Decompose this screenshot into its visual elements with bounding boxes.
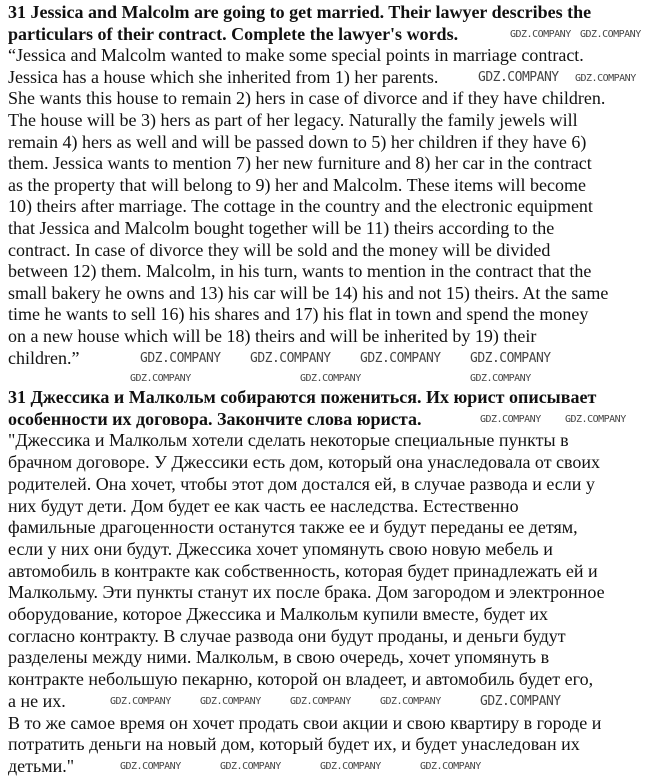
russian-line: них будут дети. Дом будет ее как часть ее наследства. Естественно: [8, 495, 519, 516]
english-line: 10) theirs after marriage. The cottage in the country and the electronic equipment: [8, 196, 593, 217]
watermark: GDZ.COMPANY: [250, 351, 331, 366]
watermark: GDZ.COMPANY: [470, 373, 531, 384]
russian-line: контракте небольшую пекарню, которой он владеет, и автомобиль будет его,: [8, 669, 594, 690]
russian-line: родителей. Она хочет, чтобы этот дом достался ей, в случае развода и если у: [8, 473, 595, 494]
russian-line: "Джессика и Малкольм хотели сделать некоторые специальные пункты в: [8, 430, 569, 451]
russian-line: Малкольму. Эти пункты станут их после брака. Дом загородом и электронное: [8, 582, 605, 603]
watermark: GDZ.COMPANY: [470, 351, 551, 366]
watermark: GDZ.COMPANY: [200, 696, 261, 707]
watermark: GDZ.COMPANY: [140, 351, 221, 366]
watermark: GDZ.COMPANY: [380, 696, 441, 707]
watermark: GDZ.COMPANY: [110, 696, 171, 707]
english-line: on a new house which will be 18) theirs and will be inherited by 19) their: [8, 325, 537, 346]
russian-section: [8, 387, 605, 778]
english-line: “Jessica and Malcolm wanted to make some special points in marriage contract.: [8, 45, 584, 66]
watermark: GDZ.COMPANY: [420, 761, 481, 772]
watermark: GDZ.COMPANY: [510, 29, 571, 40]
russian-title-line: 31 Джессика и Малкольм собираются пожениться. Их юрист описывает: [8, 387, 597, 407]
watermark: GDZ.COMPANY: [220, 761, 281, 772]
watermark: GDZ.COMPANY: [575, 73, 636, 84]
russian-title-line: особенности их договора. Закончите слова юриста.: [8, 408, 422, 429]
watermark: GDZ.COMPANY: [565, 414, 626, 425]
russian-line: оборудование, которое Джессика и Малкольм купили вместе, будет их: [8, 604, 549, 625]
russian-line: автомобиль в контракте как собственность, которая будет принадлежать ей и: [8, 560, 598, 581]
english-line: Jessica has a house which she inherited from 1) her parents.: [8, 66, 439, 87]
english-line: remain 4) hers as well and will be passed down to 5) her children if they have 6): [8, 131, 587, 152]
watermark: GDZ.COMPANY: [480, 414, 541, 425]
russian-line: В то же самое время он хочет продать свои акции и свою квартиру в городе и: [8, 712, 602, 733]
english-line: time he wants to sell 16) his shares and 17) his flat in town and spend the money: [8, 304, 589, 325]
watermark: GDZ.COMPANY: [478, 70, 559, 85]
english-title-line: particulars of their contract. Complete the lawyer's words.: [8, 23, 459, 44]
watermark: GDZ.COMPANY: [120, 761, 181, 772]
russian-line: фамильные драгоценности останутся также ее и будут переданы ее детям,: [8, 517, 578, 538]
english-line: them. Jessica wants to mention 7) her new furniture and 8) her car in the contract: [8, 153, 592, 174]
english-title-line: 31 Jessica and Malcolm are going to get married. Their lawyer describes the: [8, 2, 592, 22]
russian-line: если у них они будут. Джессика хочет упомянуть свою новую мебель и: [8, 538, 553, 559]
russian-line: потратить деньги на новый дом, который будет их, и будет унаследован их: [8, 734, 580, 755]
watermark: GDZ.COMPANY: [130, 373, 191, 384]
english-line: that Jessica and Malcolm bought together will be 11) theirs according to the: [8, 217, 555, 238]
russian-line: детьми.": [8, 755, 75, 776]
english-line: She wants this house to remain 2) hers in case of divorce and if they have children.: [8, 88, 606, 109]
english-line: contract. In case of divorce they will be sold and the money will be divided: [8, 239, 551, 260]
watermark: GDZ.COMPANY: [480, 694, 561, 709]
english-line: The house will be 3) hers as part of her legacy. Naturally the family jewels will: [8, 109, 578, 130]
english-line: between 12) them. Malcolm, in his turn, wants to mention in the contract that the: [8, 261, 592, 282]
russian-line: брачном договоре. У Джессики есть дом, который она унаследовала от своих: [8, 452, 601, 473]
english-line: children.”: [8, 347, 80, 368]
english-line: small bakery he owns and 13) his car will be 14) his and not 15) theirs. At the same: [8, 282, 609, 303]
english-section: [8, 2, 608, 369]
watermark: GDZ.COMPANY: [290, 696, 351, 707]
watermark: GDZ.COMPANY: [360, 351, 441, 366]
russian-line: согласно контракту. В случае развода они будут проданы, и деньги будут: [8, 625, 566, 646]
watermark: GDZ.COMPANY: [300, 373, 361, 384]
watermark: GDZ.COMPANY: [320, 761, 381, 772]
watermark: GDZ.COMPANY: [580, 29, 641, 40]
russian-line: разделены между ними. Малкольм, в свою очередь, хочет упомянуть в: [8, 647, 550, 668]
english-line: as the property that will belong to 9) her and Malcolm. These items will become: [8, 174, 587, 195]
russian-line: а не их.: [8, 690, 66, 711]
